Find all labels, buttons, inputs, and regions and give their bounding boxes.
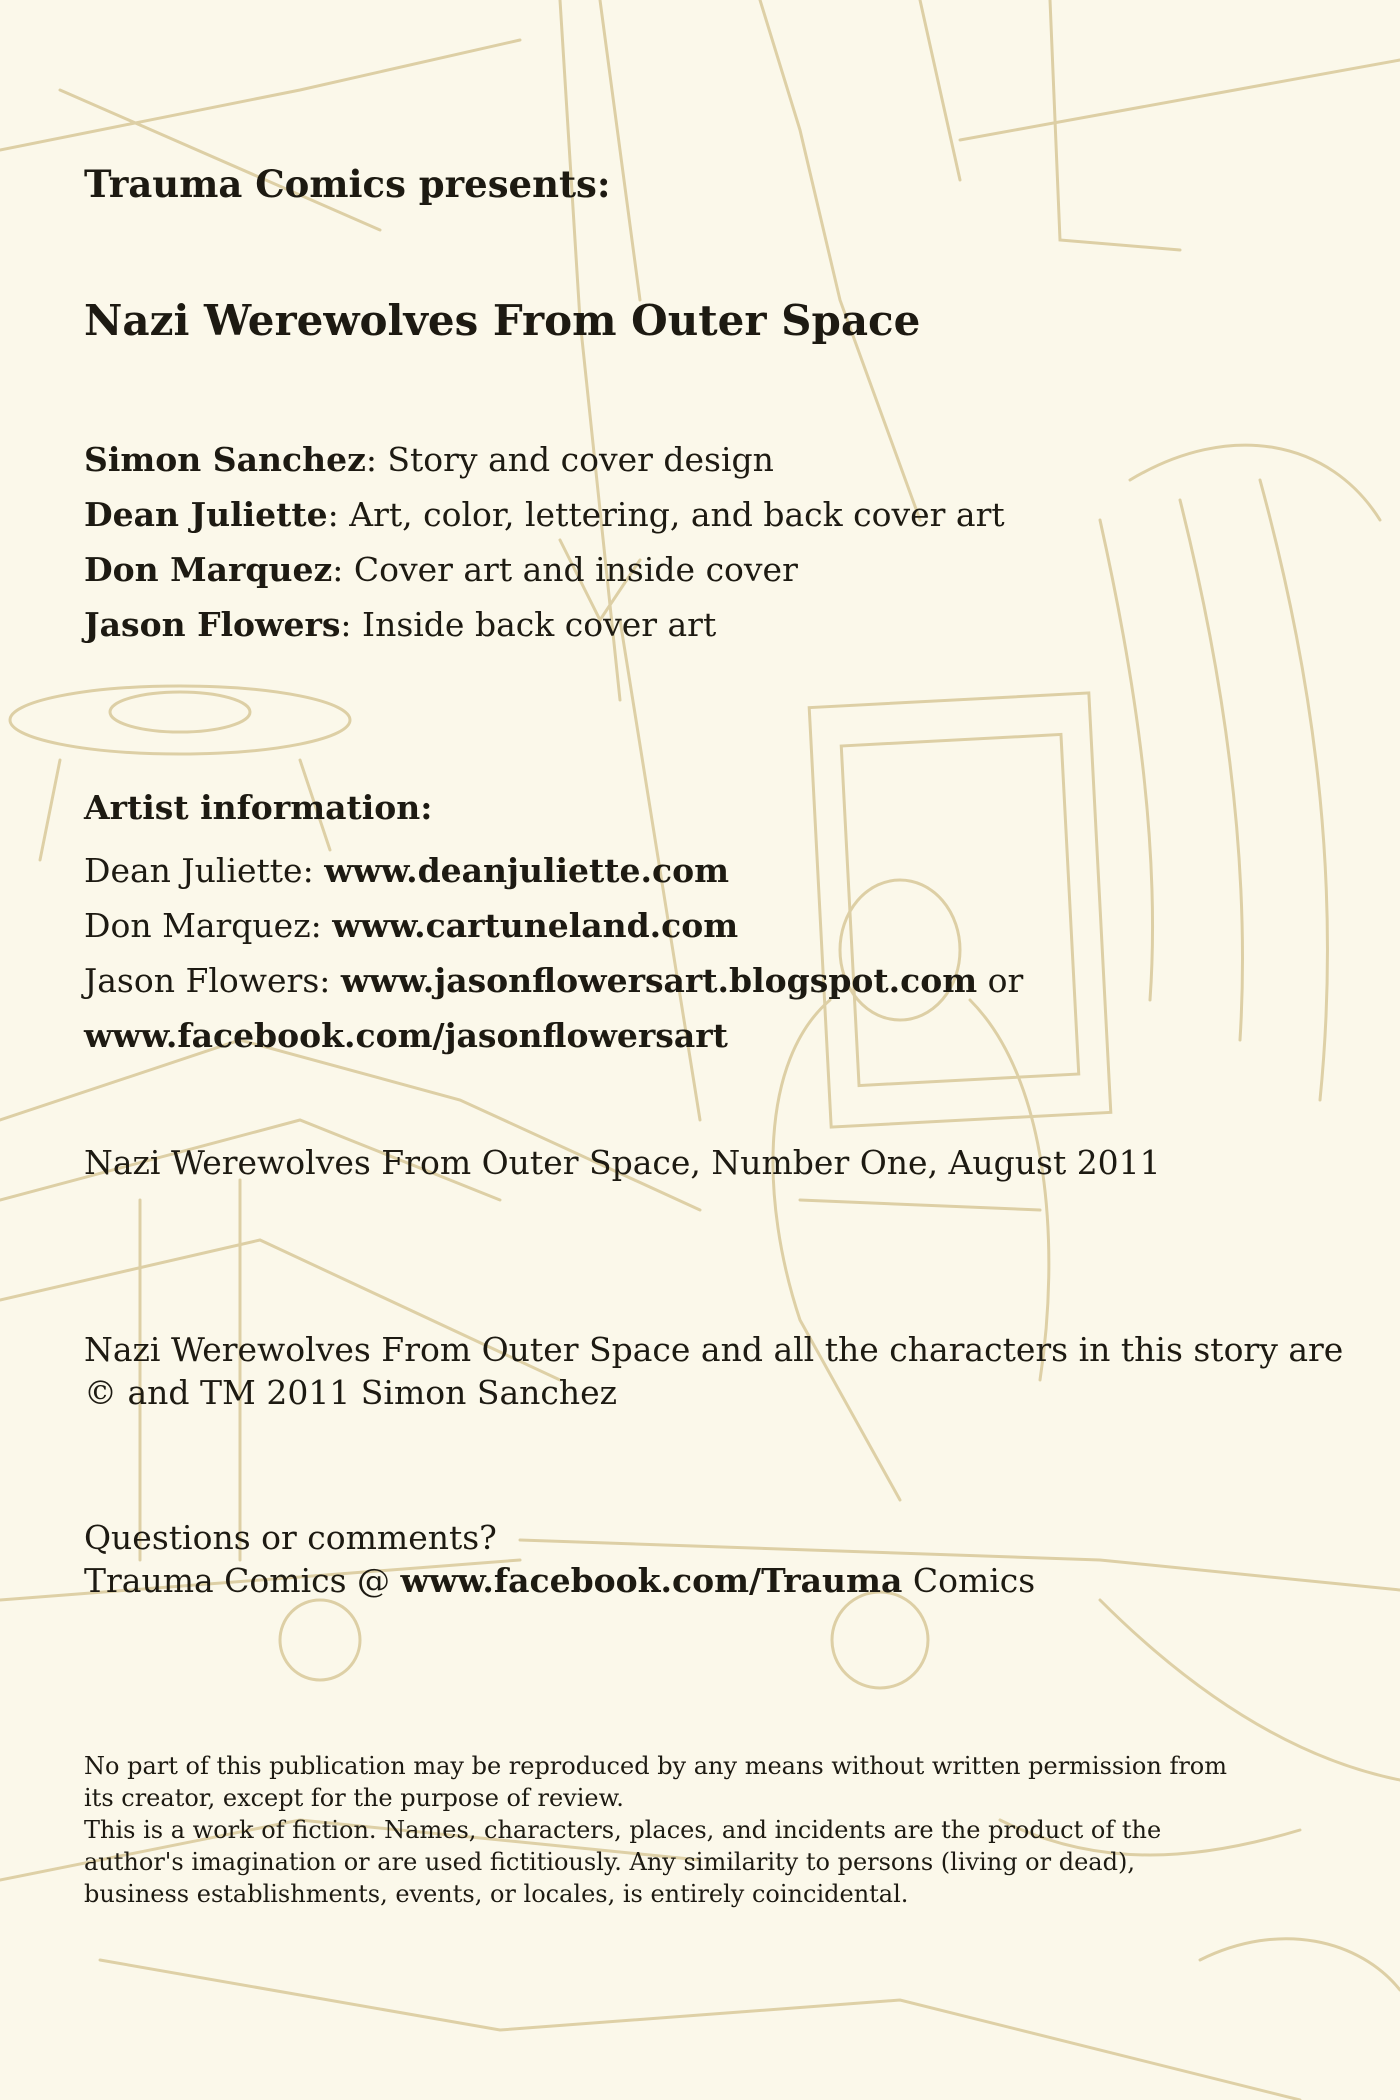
contact-prefix: Trauma Comics @ bbox=[84, 1561, 401, 1600]
contact-facebook-url[interactable]: www.facebook.com/Trauma bbox=[400, 1561, 903, 1600]
copyright-line-1: Nazi Werewolves From Outer Space and all the characters in this story are bbox=[84, 1330, 1344, 1369]
credit-jason-flowers bbox=[84, 597, 1005, 652]
artist-jason-label: Jason Flowers: bbox=[84, 961, 341, 1000]
credits-list bbox=[84, 432, 1005, 652]
artist-don-url[interactable]: www.cartuneland.com bbox=[332, 906, 739, 945]
artist-don-line bbox=[84, 898, 1023, 953]
legal-line: author's imagination or are used fictitiously. Any similarity to persons (living or dead), bbox=[84, 1848, 1135, 1876]
copyright-line-2: © and TM 2011 Simon Sanchez bbox=[84, 1373, 618, 1412]
credit-role: : Story and cover design bbox=[365, 440, 774, 479]
artist-jason-line-2 bbox=[84, 1008, 1023, 1063]
credit-name: Dean Juliette bbox=[84, 495, 328, 534]
copyright-notice bbox=[84, 1328, 1343, 1414]
artist-jason-or: or bbox=[977, 961, 1024, 1000]
contact-suffix: Comics bbox=[902, 1561, 1036, 1600]
contact-line bbox=[84, 1559, 1035, 1602]
credit-role: : Inside back cover art bbox=[340, 605, 717, 644]
artist-jason-line bbox=[84, 953, 1023, 1008]
publisher-presents: Trauma Comics presents: bbox=[84, 162, 611, 206]
legal-line: No part of this publication may be reproduced by any means without written permission from bbox=[84, 1752, 1228, 1780]
artist-jason-blog-url[interactable]: www.jasonflowersart.blogspot.com bbox=[340, 961, 978, 1000]
credit-dean-juliette bbox=[84, 487, 1005, 542]
questions-line: Questions or comments? bbox=[84, 1518, 497, 1557]
credit-name: Simon Sanchez bbox=[84, 440, 366, 479]
legal-line: This is a work of fiction. Names, characters, places, and incidents are the product of the bbox=[84, 1816, 1162, 1844]
legal-line: business establishments, events, or locales, is entirely coincidental. bbox=[84, 1880, 909, 1908]
issue-info: Nazi Werewolves From Outer Space, Number One, August 2011 bbox=[84, 1143, 1161, 1182]
credit-simon-sanchez bbox=[84, 432, 1005, 487]
artist-info-list bbox=[84, 843, 1023, 1063]
legal-disclaimer bbox=[84, 1750, 1227, 1910]
contact-info bbox=[84, 1516, 1035, 1602]
credit-don-marquez bbox=[84, 542, 1005, 597]
credit-role: : Cover art and inside cover bbox=[332, 550, 798, 589]
credit-role: : Art, color, lettering, and back cover art bbox=[327, 495, 1005, 534]
credit-name: Don Marquez bbox=[84, 550, 333, 589]
credit-name: Jason Flowers bbox=[84, 605, 341, 644]
artist-dean-url[interactable]: www.deanjuliette.com bbox=[324, 851, 730, 890]
artist-jason-facebook-url[interactable]: www.facebook.com/jasonflowersart bbox=[84, 1016, 728, 1055]
artist-don-label: Don Marquez: bbox=[84, 906, 333, 945]
artist-dean-line bbox=[84, 843, 1023, 898]
artist-dean-label: Dean Juliette: bbox=[84, 851, 325, 890]
artist-info-heading: Artist information: bbox=[84, 788, 433, 827]
legal-line: its creator, except for the purpose of review. bbox=[84, 1784, 624, 1812]
comic-title: Nazi Werewolves From Outer Space bbox=[84, 296, 921, 345]
